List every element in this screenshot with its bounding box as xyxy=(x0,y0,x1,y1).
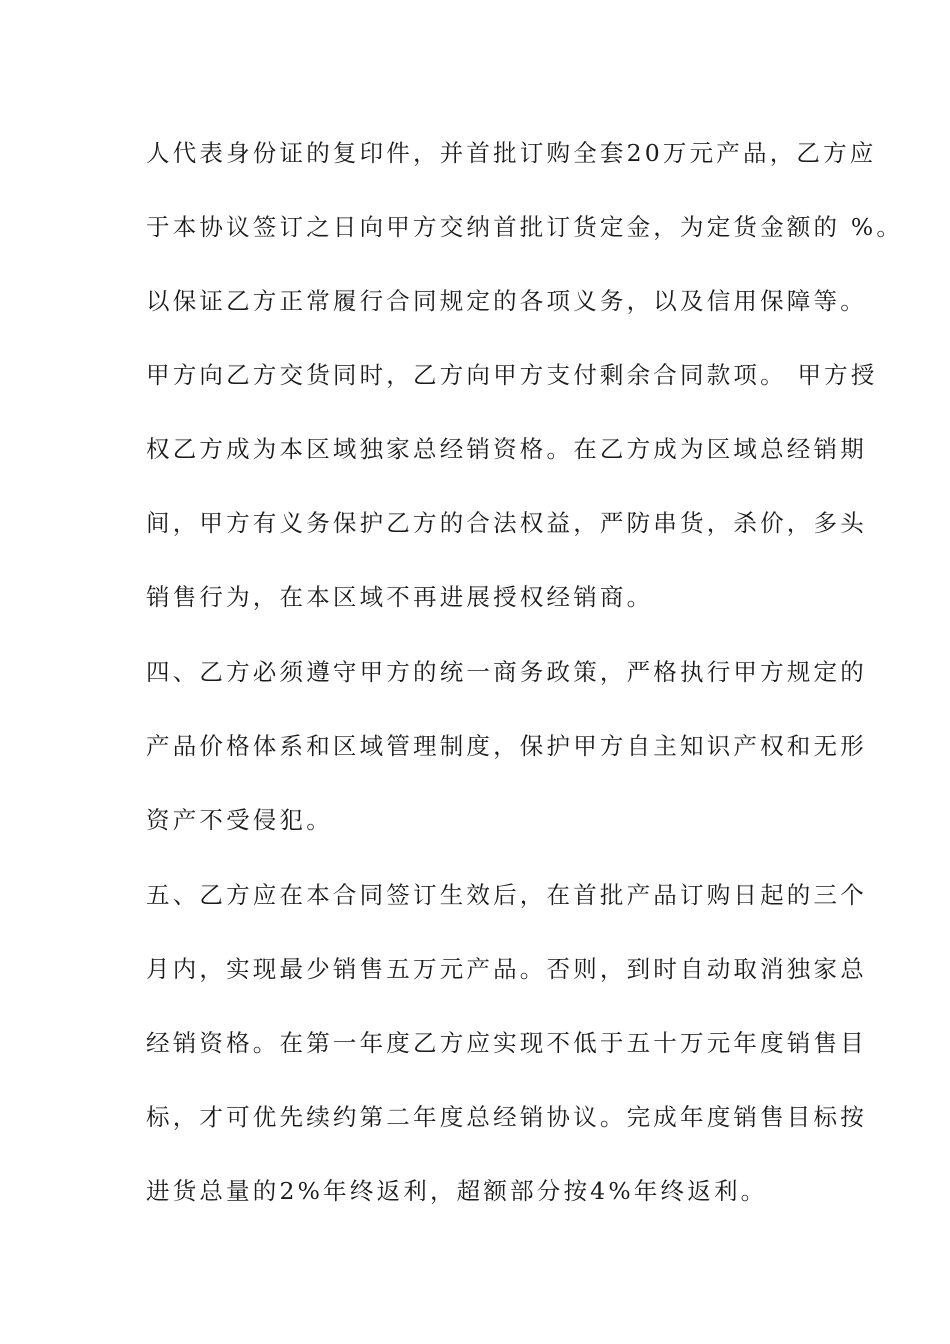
section-four-line: 四、乙方必须遵守甲方的统一商务政策，严格执行甲方规定的 xyxy=(146,658,867,686)
text-line: 进货总量的2%年终返利，超额部分按4%年终返利。 xyxy=(146,1177,768,1205)
text-line: 标，才可优先续约第二年度总经销协议。完成年度销售目标按 xyxy=(146,1103,867,1131)
text-line: 销售行为，在本区域不再进展授权经销商。 xyxy=(146,583,654,611)
text-line: 权乙方成为本区域独家总经销资格。在乙方成为区域总经销期 xyxy=(146,435,867,463)
text-line: 于本协议签订之日向甲方交纳首批订货定金，为定货金额的 %。 xyxy=(146,213,904,241)
text-line: 月内，实现最少销售五万元产品。否则，到时自动取消独家总 xyxy=(146,955,867,983)
text-line: 人代表身份证的复印件，并首批订购全套20万元产品，乙方应 xyxy=(146,139,877,167)
text-line: 间，甲方有义务保护乙方的合法权益，严防串货，杀价，多头 xyxy=(146,509,867,537)
text-line: 产品价格体系和区域管理制度，保护甲方自主知识产权和无形 xyxy=(146,732,867,760)
section-five-line: 五、乙方应在本合同签订生效后，在首批产品订购日起的三个 xyxy=(146,881,867,909)
text-line: 经销资格。在第一年度乙方应实现不低于五十万元年度销售目 xyxy=(146,1029,867,1057)
text-line: 甲方向乙方交货同时，乙方向甲方支付剩余合同款项。 甲方授 xyxy=(146,361,878,389)
text-line: 资产不受侵犯。 xyxy=(146,806,333,834)
text-line: 以保证乙方正常履行合同规定的各项义务，以及信用保障等。 xyxy=(146,287,867,315)
